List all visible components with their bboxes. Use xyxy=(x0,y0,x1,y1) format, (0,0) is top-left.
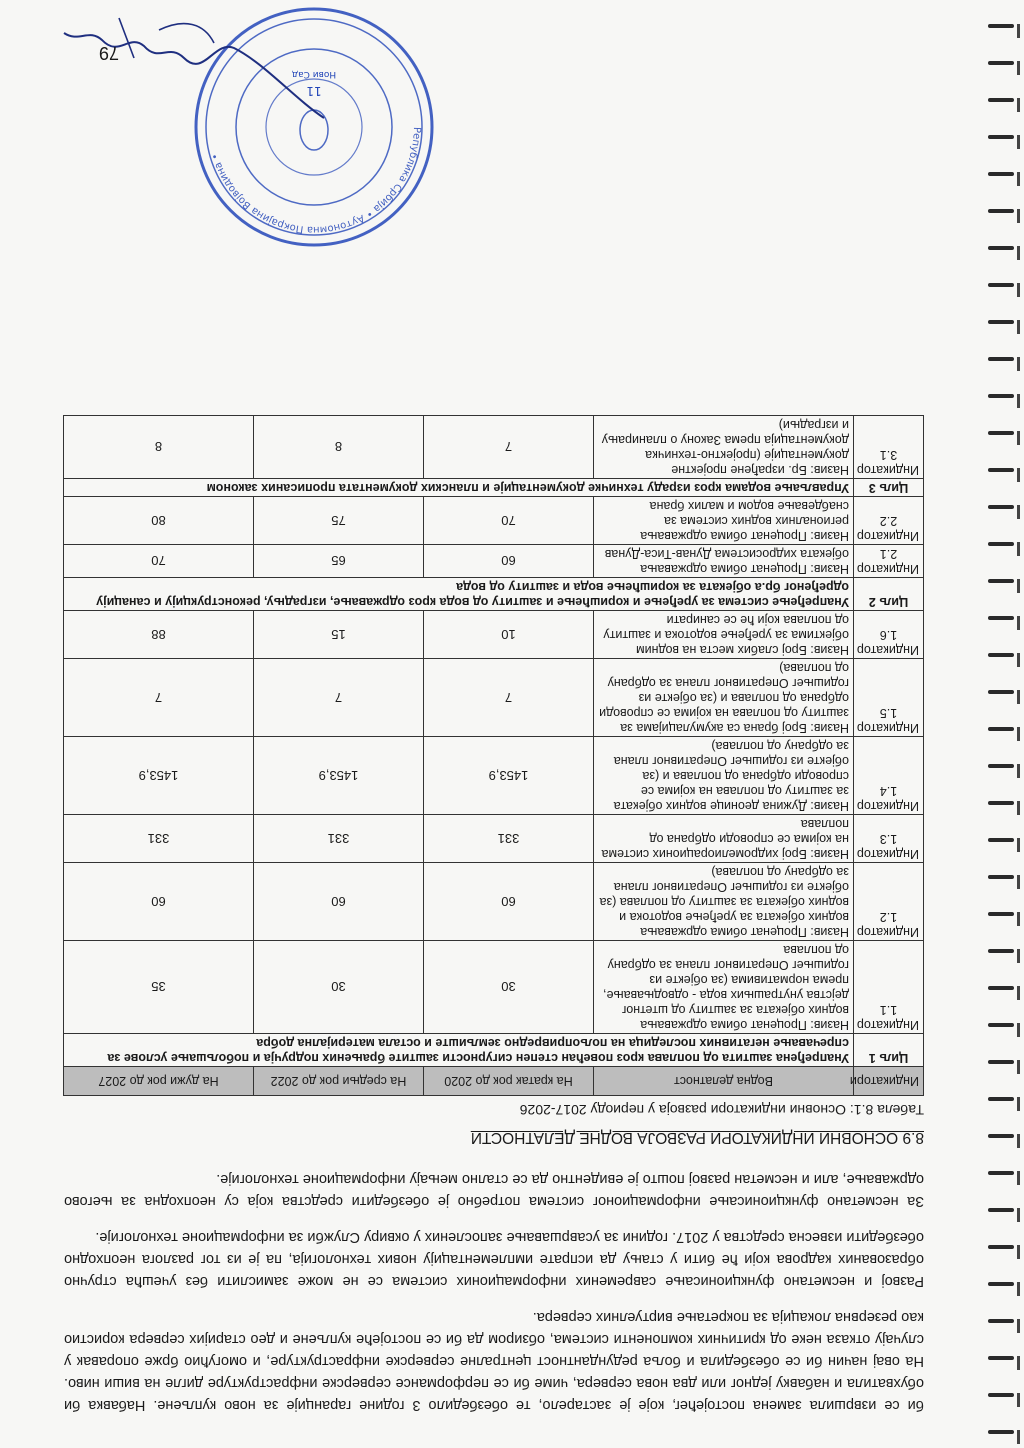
binding-ring xyxy=(988,616,1014,620)
long-term-value: 70 xyxy=(64,545,254,578)
binding-ring xyxy=(988,949,1014,953)
goal-row xyxy=(64,578,924,611)
header-mid-term: На средњи рок до 2022 xyxy=(254,1067,424,1096)
indicator-description: Назив: Дужина деонице водних објеката за заштиту од поплава на којима се спроводи одбрана од поплава и (за објекте из годишњег Оперативног плана за одбрану од поплава) xyxy=(594,737,854,815)
short-term-value: 1453,9 xyxy=(424,737,594,815)
table-body xyxy=(64,416,924,1067)
indicator-row xyxy=(64,941,924,1034)
binding-ring xyxy=(988,801,1014,805)
section-heading: 8.9 ОСНОВНИ ИНДИКАТОРИ РАЗВОЈА ВОДНЕ ДЕЛАТНОСТИ xyxy=(470,1129,924,1146)
goal-row xyxy=(64,1034,924,1067)
header-indicators: Индикатори xyxy=(854,1067,924,1096)
paragraph-3: За несметано функционисање информационог система потребно је обезбедити средства која су неопходна за његово одржавање, али и несметан развој пошто је евидентно да се стално мењају информационе технологије. xyxy=(64,1171,924,1209)
indicator-row xyxy=(64,416,924,479)
long-term-value: 1453,9 xyxy=(64,737,254,815)
paragraph-2: Развој и несметано функционисање савремених информационих система се не може замислити без учешћа стручно образованих кадрова који ће бити у стању да испрате имплементацију нових технологија, па је из тог разлога неопходно обезбедити извесна средства у 2017. години за усавршавање запослених у оквиру Служби за информационе технологије. xyxy=(64,1229,924,1289)
binding-ring xyxy=(988,24,1014,28)
binding-ring xyxy=(988,135,1014,139)
goal-label: Циљ 3 xyxy=(854,479,924,497)
binding-ring xyxy=(988,209,1014,213)
binding-ring xyxy=(988,1208,1014,1212)
header-long-term: На дужи рок до 2027 xyxy=(64,1067,254,1096)
binding-ring xyxy=(988,98,1014,102)
indicator-description: Назив: Број брана са акумулацијама за заштиту од поплава на којима се спроводи одбрана од поплава и (за објекте из годишњег Оперативног плана за одбрану од поплава) xyxy=(594,659,854,737)
binding-ring xyxy=(988,1097,1014,1101)
header-activity: Водна делатност xyxy=(594,1067,854,1096)
long-term-value: 88 xyxy=(64,611,254,659)
goal-text: Управљање водама кроз израду техничке документације и планских документата прописаних законом xyxy=(64,479,854,497)
indicator-label: Индикатор 2.2 xyxy=(854,497,924,545)
binding-ring xyxy=(988,1430,1014,1434)
binding-ring xyxy=(988,1060,1014,1064)
binding-ring xyxy=(988,1356,1014,1360)
binding-ring xyxy=(988,394,1014,398)
long-term-value: 8 xyxy=(64,416,254,479)
binding-ring xyxy=(988,653,1014,657)
binding-ring xyxy=(988,1171,1014,1175)
table-header-row xyxy=(64,1067,924,1096)
mid-term-value: 65 xyxy=(254,545,424,578)
indicator-description: Назив: Број хидромелиорационих система на којима се спроводи одбрана од поплава xyxy=(594,815,854,863)
goal-text: Унапређена заштита од поплава кроз повећан степен сигурности заштите брањених подручја и побољшање услове за спречавање негативних последица на пољопривредно земљиште и остала материјална добра xyxy=(64,1034,854,1067)
spiral-binding xyxy=(984,0,1024,1448)
indicator-row xyxy=(64,611,924,659)
binding-ring xyxy=(988,246,1014,250)
indicator-label: Индикатор 1.5 xyxy=(854,659,924,737)
indicator-description: Назив: Проценат обима одржавања објеката хидросистема Дунав-Тиса-Дунав xyxy=(594,545,854,578)
paragraph-1: би се извршила замена постојећег, које је застарело, те обезбедило 3 године гаранције за ново купљене. Набавка би обухватила и набавку једног или два нова сервера, чиме би се перформансе серверске инфраструктуре дигле на виши ниво. На овај начин би се обезбедила и боља редундантност централне серверске инфраструктуре, и омогућио брже опоравак у случају отказа неке од критичних компоненти система, обзиром да би се постојеће купљене и део старијих сервера користио као резервна локација за покретање виртуелних сервера. xyxy=(64,1309,924,1413)
long-term-value: 331 xyxy=(64,815,254,863)
page-number: 79 xyxy=(98,43,119,63)
binding-ring xyxy=(988,1393,1014,1397)
binding-ring xyxy=(988,875,1014,879)
indicator-label: Индикатор 1.4 xyxy=(854,737,924,815)
binding-ring xyxy=(988,283,1014,287)
indicator-description: Назив: Бр. израђене пројектне документације (пројектно-техничка документација према Закону о планирању и изградњи) xyxy=(594,416,854,479)
header-short-term: На кратак рок до 2020 xyxy=(424,1067,594,1096)
indicator-description: Назив: Проценат обима одржавања водних објеката за уређење водотока и водних објеката за заштиту од поплава (за објекте из годишњег Оперативног плана за одбрану од поплава) xyxy=(594,863,854,941)
binding-ring xyxy=(988,1319,1014,1323)
indicator-label: Индикатор 1.2 xyxy=(854,863,924,941)
indicator-description: Назив: Проценат обима одржавања регионалних водних система за снабдевање водом и малих брана xyxy=(594,497,854,545)
short-term-value: 10 xyxy=(424,611,594,659)
goal-row xyxy=(64,479,924,497)
binding-ring xyxy=(988,1134,1014,1138)
mid-term-value: 75 xyxy=(254,497,424,545)
mid-term-value: 7 xyxy=(254,659,424,737)
indicator-description: Назив: Проценат обима одржавања водних објеката за заштиту од штетног дејства унутрашњих вода - одводњавање, према нормативима (за објекте из годишњег Оперативног плана за одбрану од поплава xyxy=(594,941,854,1034)
binding-ring xyxy=(988,542,1014,546)
indicator-label: Индикатор 3.1 xyxy=(854,416,924,479)
binding-ring xyxy=(988,912,1014,916)
page-content xyxy=(64,415,924,1416)
binding-ring xyxy=(988,61,1014,65)
short-term-value: 70 xyxy=(424,497,594,545)
short-term-value: 60 xyxy=(424,545,594,578)
binding-ring xyxy=(988,764,1014,768)
table-caption: Табела 8.1: Основни индикатори развоја у периоду 2017-2026 xyxy=(519,1102,924,1118)
indicators-table xyxy=(63,415,924,1096)
binding-ring xyxy=(988,431,1014,435)
short-term-value: 7 xyxy=(424,416,594,479)
indicator-label: Индикатор 1.3 xyxy=(854,815,924,863)
indicator-label: Индикатор 1.6 xyxy=(854,611,924,659)
long-term-value: 60 xyxy=(64,863,254,941)
mid-term-value: 331 xyxy=(254,815,424,863)
short-term-value: 7 xyxy=(424,659,594,737)
handwritten-signature xyxy=(54,0,337,158)
goal-label: Циљ 1 xyxy=(854,1034,924,1067)
binding-ring xyxy=(988,986,1014,990)
seal-number: 11 xyxy=(306,84,322,98)
seal-inner-text: Нови Сад xyxy=(291,69,337,79)
binding-ring xyxy=(988,468,1014,472)
short-term-value: 60 xyxy=(424,863,594,941)
binding-ring xyxy=(988,838,1014,842)
indicator-description: Назив: Број слабих места на водним објектима за уређење водотока и заштиту од поплава који ће се санирати xyxy=(594,611,854,659)
mid-term-value: 60 xyxy=(254,863,424,941)
binding-ring xyxy=(988,690,1014,694)
indicator-row xyxy=(64,659,924,737)
binding-ring xyxy=(988,727,1014,731)
goal-text: Унапређење система за уређење и коришћење и заштиту од вода кроз одржавање, изградњу, реконструкцију и санацију одређеног бр.а објеката за коришћење вода и заштиту од вода xyxy=(64,578,854,611)
goal-label: Циљ 2 xyxy=(854,578,924,611)
mid-term-value: 30 xyxy=(254,941,424,1034)
indicator-label: Индикатор 1.1 xyxy=(854,941,924,1034)
short-term-value: 331 xyxy=(424,815,594,863)
binding-ring xyxy=(988,1245,1014,1249)
mid-term-value: 1453,9 xyxy=(254,737,424,815)
binding-ring xyxy=(988,1023,1014,1027)
indicator-row xyxy=(64,737,924,815)
short-term-value: 30 xyxy=(424,941,594,1034)
seal-outer-text: Република Србија • Аутономна Покрајина Војводина • xyxy=(209,126,423,236)
indicator-row xyxy=(64,545,924,578)
binding-ring xyxy=(988,505,1014,509)
long-term-value: 80 xyxy=(64,497,254,545)
binding-ring xyxy=(988,579,1014,583)
binding-ring xyxy=(988,357,1014,361)
mid-term-value: 15 xyxy=(254,611,424,659)
indicator-row xyxy=(64,863,924,941)
long-term-value: 7 xyxy=(64,659,254,737)
long-term-value: 35 xyxy=(64,941,254,1034)
binding-ring xyxy=(988,172,1014,176)
mid-term-value: 8 xyxy=(254,416,424,479)
indicator-label: Индикатор 2.1 xyxy=(854,545,924,578)
binding-ring xyxy=(988,320,1014,324)
indicator-row xyxy=(64,815,924,863)
indicator-row xyxy=(64,497,924,545)
binding-ring xyxy=(988,1282,1014,1286)
